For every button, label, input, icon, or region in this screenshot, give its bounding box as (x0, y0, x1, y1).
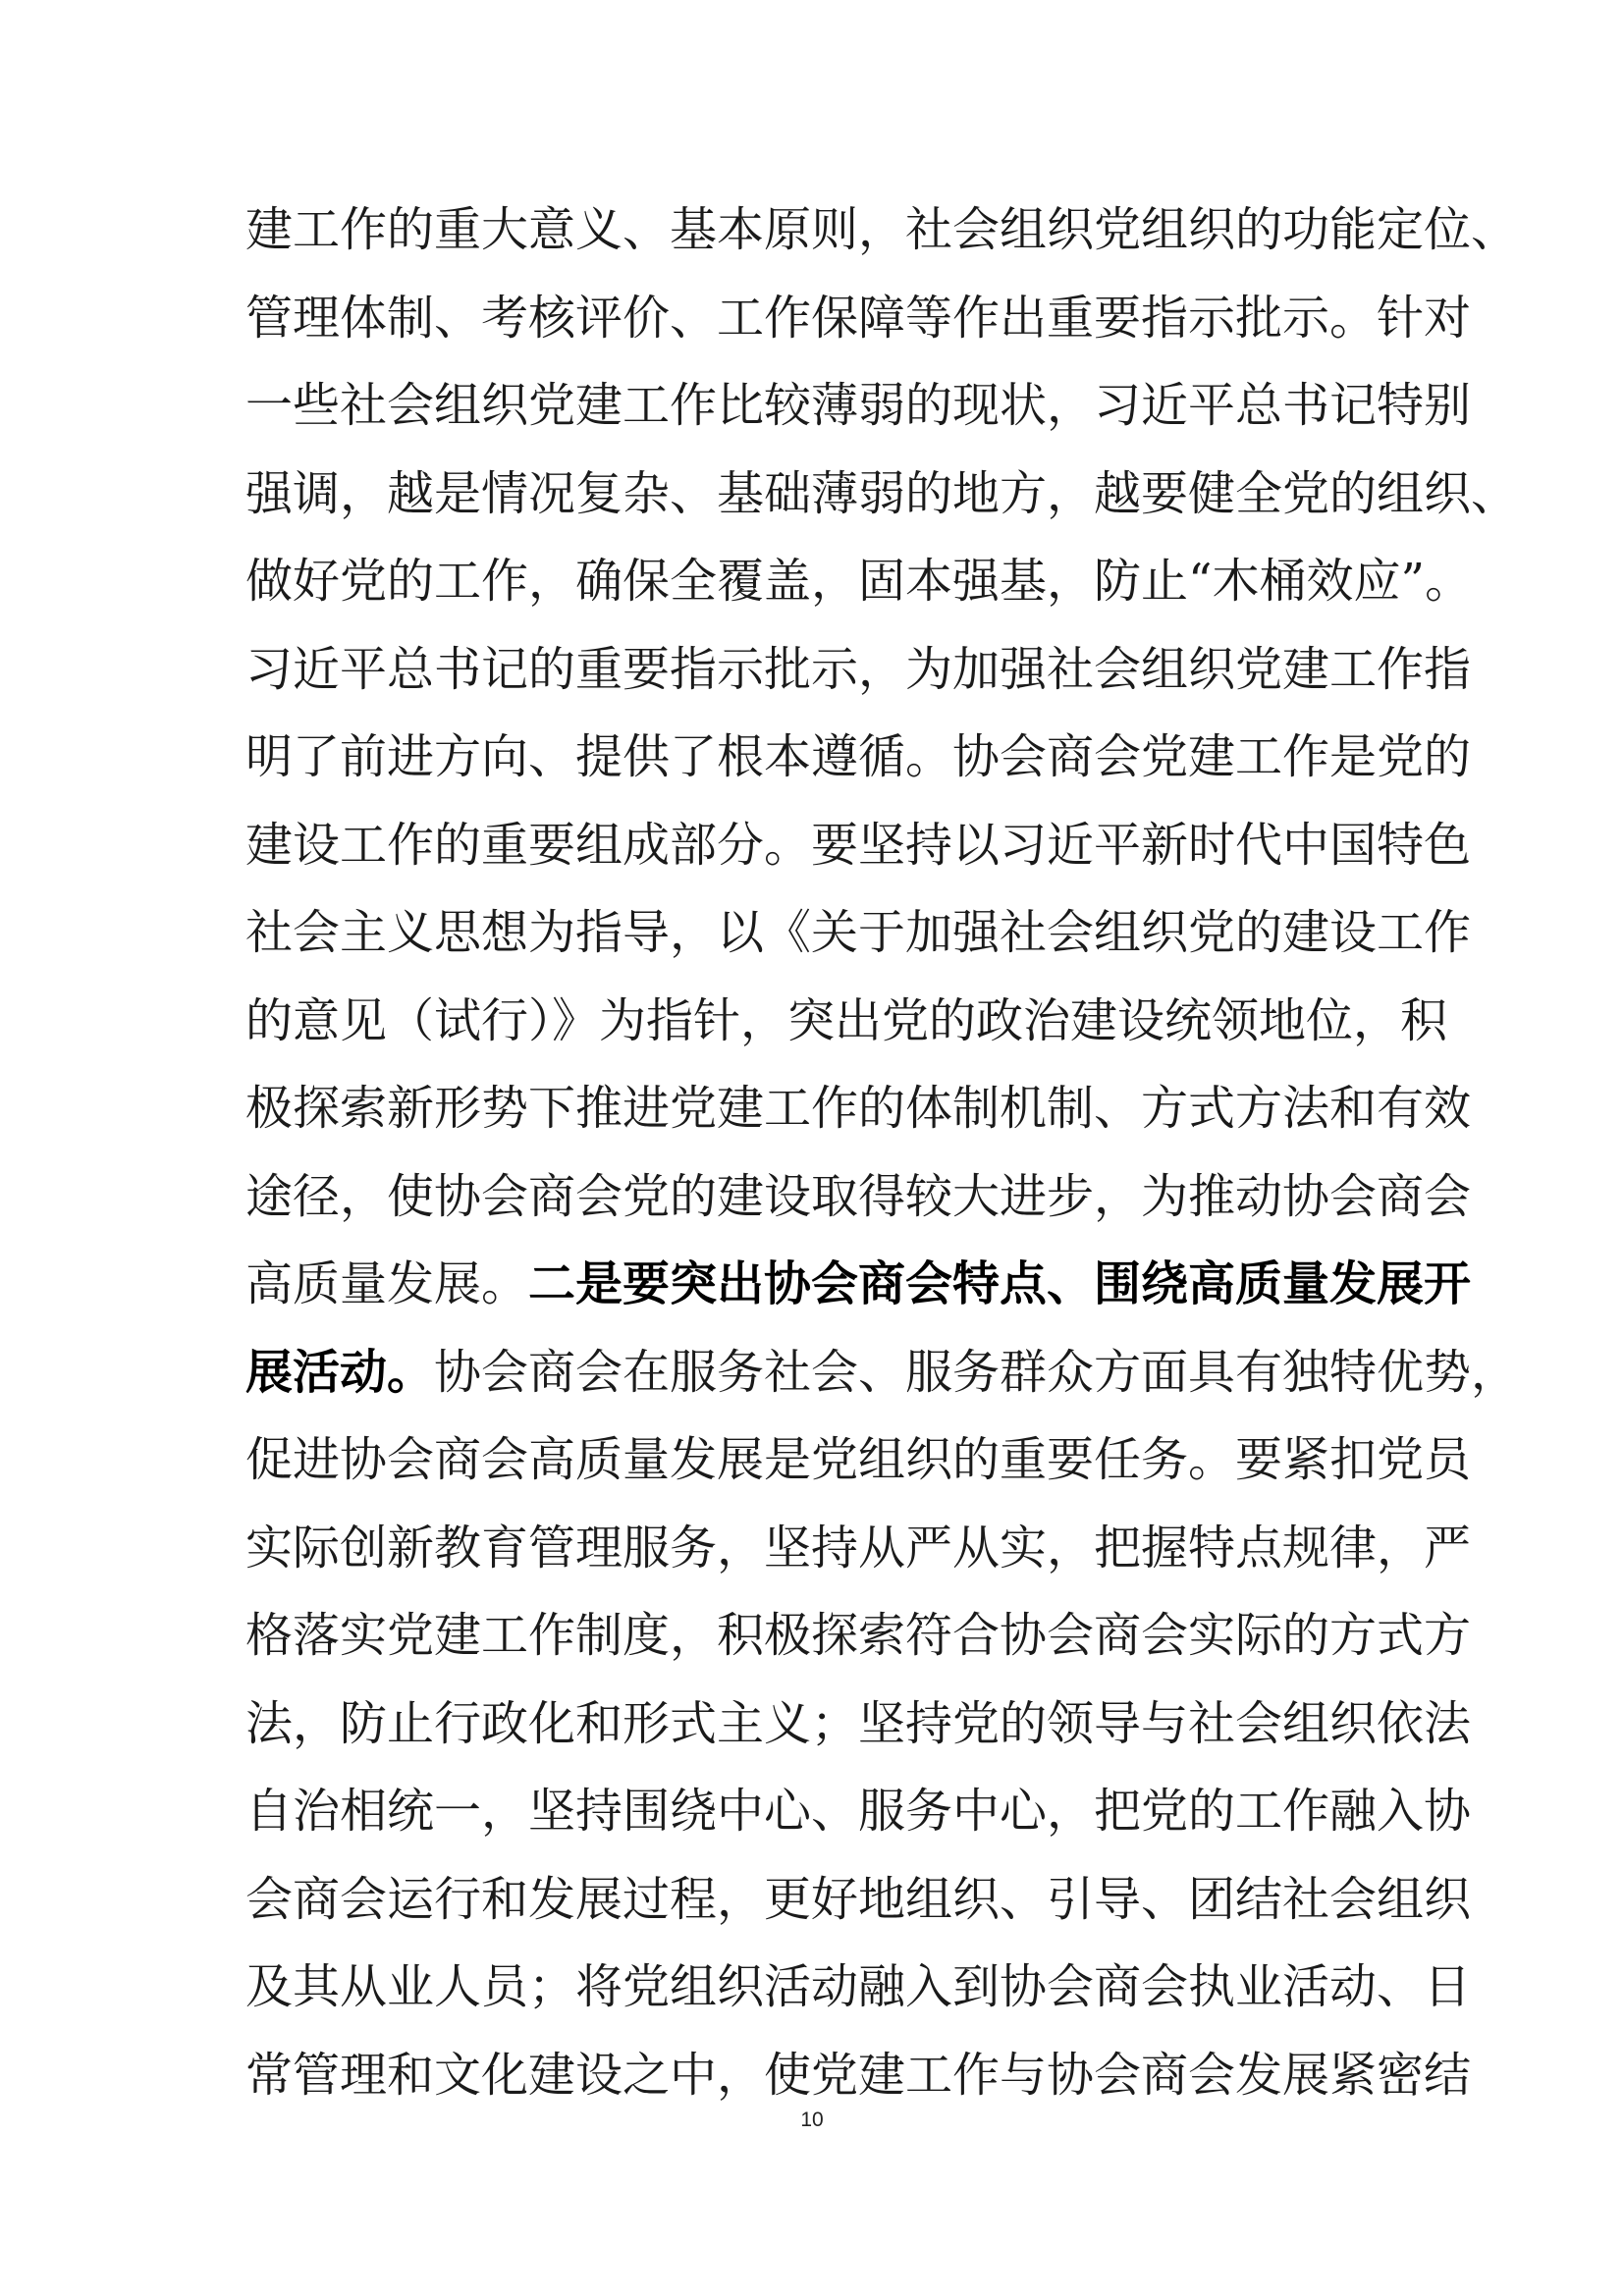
text-line-18 (245, 1681, 1472, 1769)
text-line-7 (245, 714, 1472, 802)
text-line-17 (245, 1592, 1472, 1681)
line-text: 促进协会商会高质量发展是党组织的重要任务。要紧扣党员 (245, 1432, 1472, 1487)
text-line-19 (245, 1768, 1472, 1856)
line-text: 管理体制、考核评价、工作保障等作出重要指示批示。针对 (245, 290, 1472, 346)
line-text: 一些社会组织党建工作比较薄弱的现状，习近平总书记特别 (245, 378, 1472, 433)
line-text: 建设工作的重要组成部分。要坚持以习近平新时代中国特色 (245, 817, 1472, 873)
line-text: 途径，使协会商会党的建设取得较大进步，为推动协会商会 (245, 1168, 1472, 1224)
text-line-16 (245, 1505, 1472, 1593)
line-text: 实际创新教育管理服务，坚持从严从实，把握特点规律，严 (245, 1520, 1472, 1575)
text-line-5 (245, 538, 1473, 626)
text-line-20 (245, 1856, 1472, 1945)
text-line-9 (245, 889, 1472, 978)
line-text: 高质量发展。 (245, 1256, 529, 1311)
text-line-11 (245, 1065, 1472, 1153)
line-text: 明了前进方向、提供了根本遵循。协会商会党建工作是党的 (245, 729, 1472, 784)
text-line-10 (245, 978, 1448, 1066)
line-text: 建工作的重大意义、基本原则，社会组织党组织的功能定位、 (245, 202, 1519, 257)
line-text: 格落实党建工作制度，积极探索符合协会商会实际的方式方 (245, 1608, 1472, 1663)
text-line-21 (245, 1944, 1472, 2032)
text-line-15 (245, 1416, 1472, 1505)
line-text: 的意见（试行）》为指针，突出党的政治建设统领地位，积 (245, 992, 1448, 1048)
line-text: 强调，越是情况复杂、基础薄弱的地方，越要健全党的组织、 (245, 465, 1519, 521)
line-text: 自治相统一，坚持围绕中心、服务中心，把党的工作融入协 (245, 1784, 1472, 1839)
text-line-4 (245, 451, 1519, 539)
text-line-2 (245, 275, 1472, 363)
text-line-1 (245, 187, 1519, 275)
line-text: 社会主义思想为指导，以《关于加强社会组织党的建设工作 (245, 905, 1472, 960)
line-text: 协会商会在服务社会、服务群众方面具有独特优势， (434, 1344, 1519, 1400)
page-number: 10 (800, 2109, 824, 2131)
text-line-6 (245, 626, 1472, 715)
text-line-12 (245, 1153, 1472, 1242)
line-text: 习近平总书记的重要指示批示，为加强社会组织党建工作指 (245, 641, 1472, 697)
body-text (245, 187, 1519, 2119)
line-text: 及其从业人员；将党组织活动融入到协会商会执业活动、日 (245, 1959, 1472, 2014)
text-line-14 (245, 1329, 1519, 1417)
line-text: 极探索新形势下推进党建工作的体制机制、方式方法和有效 (245, 1081, 1472, 1136)
text-line-13 (245, 1241, 1472, 1329)
line-text: 会商会运行和发展过程，更好地组织、引导、团结社会组织 (245, 1871, 1472, 1927)
text-line-22 (245, 2032, 1472, 2120)
bold-heading-text: 二是要突出协会商会特点、围绕高质量发展开 (528, 1256, 1472, 1311)
bold-heading-text: 展活动。 (245, 1344, 435, 1400)
text-line-3 (245, 362, 1472, 451)
text-line-8 (245, 802, 1472, 890)
line-text: 法，防止行政化和形式主义；坚持党的领导与社会组织依法 (245, 1695, 1472, 1751)
line-text: 常管理和文化建设之中，使党建工作与协会商会发展紧密结 (245, 2047, 1472, 2103)
line-text: 做好党的工作，确保全覆盖，固本强基，防止“木桶效应”。 (245, 554, 1473, 609)
